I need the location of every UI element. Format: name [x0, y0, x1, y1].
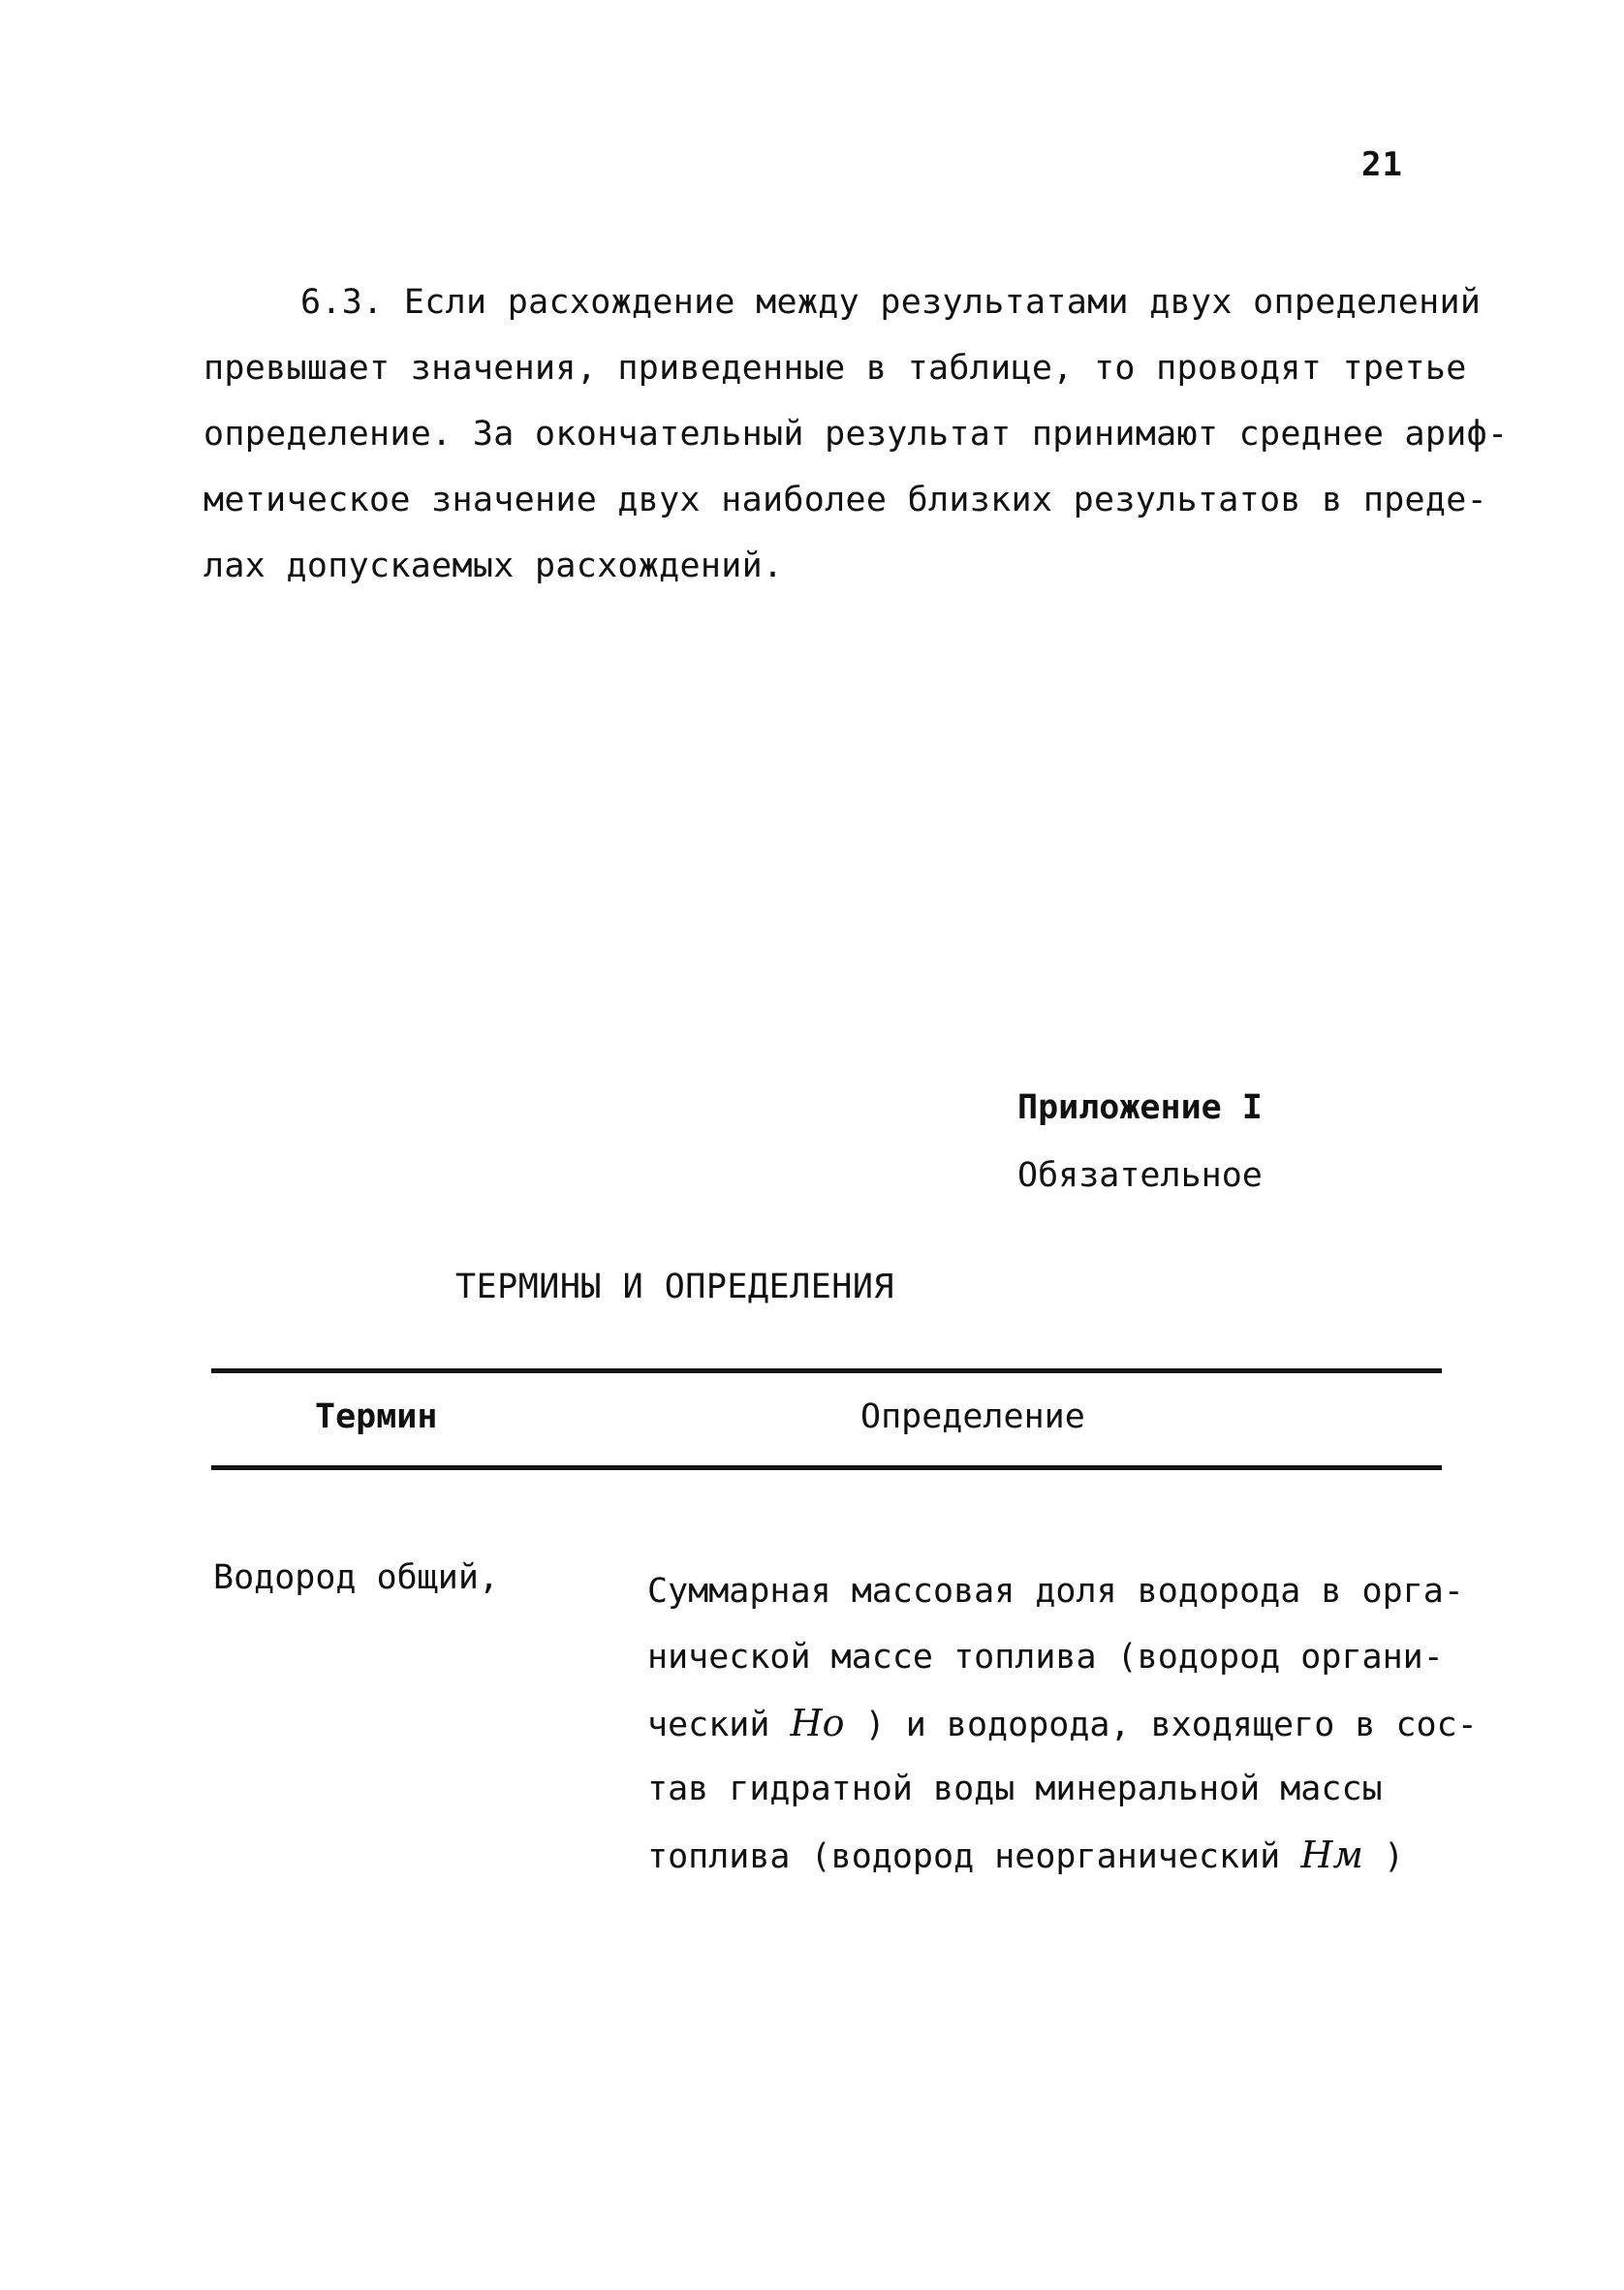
paragraph-6-3: [203, 269, 1509, 599]
paragraph-line: метическое значение двух наиболее близких результатов в преде-: [203, 481, 1488, 519]
definition-text: ) и водорода, входящего в сос-: [844, 1706, 1478, 1744]
definition-line: Суммарная массовая доля водорода в орга-: [647, 1572, 1464, 1611]
definition-text: ): [1362, 1837, 1405, 1876]
table-top-rule: [211, 1368, 1442, 1373]
paragraph-line: 6.3. Если расхождение между результатами двух определений: [300, 283, 1482, 322]
table-term-cell: Водород общий,: [213, 1558, 500, 1597]
section-title: ТЕРМИНЫ И ОПРЕДЕЛЕНИЯ: [455, 1268, 895, 1306]
page-number: 21: [1361, 145, 1403, 184]
appendix-subtitle: Обязательное: [1017, 1156, 1263, 1195]
table-header-rule: [211, 1465, 1442, 1470]
appendix-title: Приложение I: [1017, 1088, 1263, 1127]
definition-text: ческий: [647, 1706, 791, 1744]
definition-line: [647, 1822, 1461, 1888]
table-definition-cell: [647, 1558, 1478, 1888]
symbol-inorganic-hydrogen: Hм: [1300, 1834, 1363, 1876]
column-header-definition: Определение: [860, 1397, 1085, 1436]
paragraph-line: превышает значения, приведенные в таблице, то проводят третье: [203, 349, 1467, 388]
paragraph-line: лах допускаемых расхождений.: [203, 547, 784, 585]
definition-line: [647, 1690, 1478, 1756]
paragraph-line: определение. За окончательный результат принимают среднее ариф-: [203, 415, 1509, 454]
definition-text: топлива (водород неорганический: [647, 1837, 1301, 1876]
column-header-term: Термин: [315, 1397, 438, 1436]
definition-line: нической массе топлива (водород органи-: [647, 1638, 1444, 1677]
definition-line: тав гидратной воды минеральной массы: [647, 1770, 1383, 1808]
symbol-organic-hydrogen: Hо: [790, 1702, 845, 1744]
appendix-heading: [1017, 1074, 1263, 1209]
